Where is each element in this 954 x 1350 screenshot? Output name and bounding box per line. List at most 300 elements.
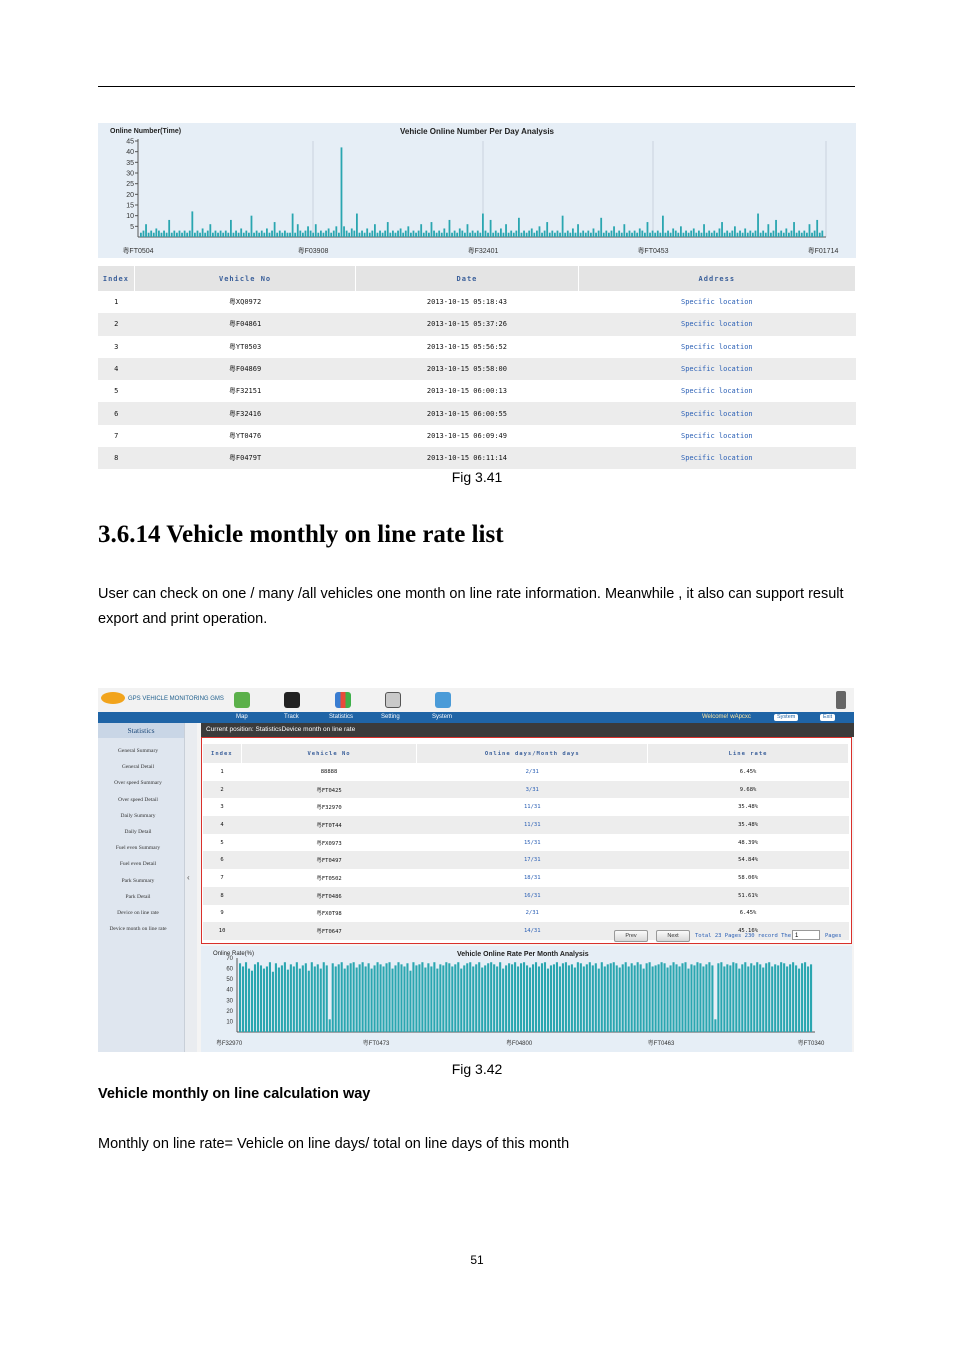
bar [472,231,474,237]
x-tick-label: 粤F04800 [505,1041,533,1047]
bar [623,224,625,237]
table-row [98,313,856,335]
prev-button[interactable]: Prev [614,930,648,942]
bar [186,233,188,237]
bar [568,965,570,1032]
bar [454,231,456,237]
bar [320,231,322,237]
bar [197,231,199,237]
app-logo-text: GPS VEHICLE MONITORING GMS [128,696,224,702]
bar [472,966,474,1032]
table-cell: 粤YT0503 [228,342,262,351]
sidebar-splitter[interactable] [184,723,197,1052]
bar [371,969,373,1032]
y-tick-label: 20 [126,191,134,199]
table-cell: 粤FT0T44 [241,816,417,834]
table-cell: 粤FT0647 [241,922,417,940]
table-cell: 粤XQ0972 [228,298,262,307]
table-row [203,905,849,923]
bar [611,231,613,237]
bar [786,966,788,1032]
bar [415,233,417,237]
table-cell: 6.45% [739,910,757,917]
bar [427,963,429,1032]
bar [168,220,170,237]
bar [366,228,368,237]
table-cell: 粤F32416 [134,402,355,424]
bar [397,962,399,1032]
bar [332,963,334,1032]
bar [510,231,512,237]
table-cell: 9 [220,910,224,917]
bar [217,233,219,237]
bar [287,970,289,1032]
bar [296,962,298,1032]
online-days-link[interactable]: 11/31 [417,816,648,834]
bar [616,233,618,237]
table-cell: 7 [114,431,119,440]
table-cell: 35.48% [738,804,758,811]
bar [289,233,291,237]
bar [460,969,462,1032]
bar [474,233,476,237]
sidebar-item[interactable]: General Detail [121,764,155,771]
bar [559,966,561,1032]
y-tick-label: 50 [226,977,233,984]
bar [819,233,821,237]
specific-location-link[interactable]: Specific location [578,402,855,424]
bar [391,969,393,1032]
bar [233,233,235,237]
bar [496,966,498,1032]
bar [526,233,528,237]
bar [708,962,710,1032]
bar [269,233,271,237]
sidebar-item[interactable]: Daily Summary [120,812,156,819]
x-tick-label: 粤F32970 [215,1041,243,1047]
bar [505,224,507,237]
statistics-icon[interactable] [335,692,351,708]
bar [269,962,271,1032]
bar [631,233,633,237]
bar [377,233,379,237]
section-paragraph: User can check on one / many /all vehicles one month on line rate information. Meanwhile , it also can support result export and print operation. [98,586,844,627]
chart-ylabel: Online Rate(%) [213,951,255,957]
bar [409,971,411,1032]
bar [436,233,438,237]
sidebar-item[interactable]: General Summary [117,748,159,754]
bar [163,231,165,237]
bar [287,233,289,237]
bar [753,965,755,1032]
bar [281,233,283,237]
bar [670,233,672,237]
nav-statistics[interactable]: Statistics [329,714,354,720]
specific-location-link[interactable]: Specific location [680,342,753,351]
specific-location-link[interactable]: Specific location [680,431,753,440]
bar [723,966,725,1032]
chart-title: Vehicle Online Number Per Day Analysis [400,127,554,136]
x-tick-label: 粤F01714 [807,248,839,255]
bar [335,966,337,1032]
online-days-link[interactable]: 3/31 [417,781,648,799]
column-header[interactable]: Vehicle No [134,266,355,291]
bar [726,231,728,237]
bar [207,231,209,237]
bar [410,233,412,237]
page-number: 51 [470,1253,484,1267]
bar [487,963,489,1032]
bar [326,965,328,1032]
y-tick-label: 20 [226,1008,233,1015]
bar [785,228,787,237]
bar [526,965,528,1032]
bar [724,233,726,237]
bar [400,228,402,237]
system-button[interactable]: System [774,714,798,721]
bar [384,231,386,237]
bar [449,220,451,237]
table-cell: 10 [203,922,241,940]
bar [292,214,294,237]
exit-button[interactable]: Exit [820,714,835,721]
sidebar-item[interactable]: Park Summary [121,877,155,884]
bar [587,231,589,237]
bar [744,228,746,237]
bar [305,963,307,1032]
bar [308,971,310,1032]
bar [194,233,196,237]
bar [294,233,296,237]
bar [770,233,772,237]
online-days-link[interactable]: 16/31 [417,887,648,905]
bar [639,228,641,237]
bar [731,231,733,237]
bar [263,233,265,237]
bar [320,969,322,1032]
column-header[interactable]: Line rate [648,744,849,763]
collapse-arrow-icon[interactable]: ‹ [187,873,190,882]
bar [757,214,759,237]
bar [729,965,731,1032]
table-cell: 粤FT0497 [241,851,417,869]
table-cell: 8 [203,887,241,905]
bar [703,224,705,237]
welcome-text: Welcome! wApcxc [702,714,751,720]
specific-location-link[interactable]: Specific location [578,358,855,380]
nav-track[interactable]: Track [284,714,299,720]
bar [521,233,523,237]
bar [230,220,232,237]
bar [407,226,409,237]
bar [284,231,286,237]
table-cell: 45.16% [648,922,849,940]
bar [535,962,537,1032]
table-cell: 54.84% [648,851,849,869]
bar [482,214,484,237]
bar [572,228,574,237]
next-button[interactable]: Next [656,930,690,942]
bar [293,966,295,1032]
map-icon[interactable] [234,692,250,708]
bar [439,964,441,1032]
table-cell: 粤YT0476 [228,431,262,440]
bar [665,233,667,237]
bar [557,231,559,237]
table-cell: 2013-10-15 06:00:13 [426,387,507,396]
bar [747,233,749,237]
table-cell: 3 [114,342,119,351]
bar [402,233,404,237]
bar [148,233,150,237]
bar [428,233,430,237]
bar [415,965,417,1032]
bar [484,965,486,1032]
bar [317,233,319,237]
bar [499,962,501,1032]
bar [655,965,657,1032]
bar [290,964,292,1032]
y-tick-label: 10 [126,213,134,221]
bar [806,233,808,237]
track-icon[interactable] [284,692,300,708]
online-number-chart-svg [98,123,856,258]
y-tick-label: 60 [226,966,233,973]
bar [281,965,283,1032]
bar [406,963,408,1032]
system-icon[interactable] [435,692,451,708]
bar [479,233,481,237]
sidebar-item[interactable]: Park Detail [125,893,151,900]
specific-location-link[interactable]: Specific location [578,447,855,469]
sidebar-item[interactable]: Fuel even Summary [115,845,161,852]
bar [729,233,731,237]
bar [140,233,142,237]
bar [546,222,548,237]
sidebar-item[interactable]: Fuel even Detail [119,861,157,868]
bar [775,220,777,237]
table-row [203,887,849,905]
bar [383,966,385,1032]
bar [658,964,660,1032]
bar [562,963,564,1032]
bar [261,231,263,237]
online-days-link[interactable]: 2/31 [525,910,539,917]
bar [359,964,361,1032]
table-cell: 9.68% [648,781,849,799]
bar [382,233,384,237]
bar [705,964,707,1032]
sidebar-item[interactable]: Daily Detail [124,829,152,835]
bar [762,231,764,237]
bar [667,231,669,237]
nav-map[interactable]: Map [236,714,248,720]
bar [451,966,453,1032]
column-header[interactable]: Online days/Month days [417,744,648,763]
bar [777,965,779,1032]
bar [670,965,672,1032]
bar [616,965,618,1032]
bar [475,964,477,1032]
bar [412,962,414,1032]
bar [518,218,520,237]
bar [341,962,343,1032]
calc-title: Vehicle monthly on line calculation way [98,1086,371,1102]
bar [145,224,147,237]
table-cell: 4 [203,816,241,834]
bar [661,962,663,1032]
bar [640,964,642,1032]
specific-location-link[interactable]: Specific location [578,313,855,335]
table-row [203,869,849,887]
online-days-link[interactable]: 2/31 [525,768,539,775]
bar [403,966,405,1032]
specific-location-link[interactable]: Specific location [680,387,753,396]
y-tick-label: 40 [126,149,134,157]
bar [595,233,597,237]
column-header[interactable]: Address [578,266,855,291]
y-tick-label: 35 [126,159,134,167]
table-row [98,380,856,402]
bar [565,962,567,1032]
bar [804,962,806,1032]
bar [202,228,204,237]
bar [150,231,152,237]
bar [788,233,790,237]
table-cell: 2013-10-15 06:00:55 [356,402,578,424]
table-cell: 2013-10-15 06:09:49 [426,431,507,440]
bar [738,969,740,1032]
sidebar [98,723,184,1052]
bar [279,231,281,237]
bar [600,218,602,237]
bar [652,966,654,1032]
column-header[interactable]: Date [356,266,578,291]
bar [796,233,798,237]
bar [605,231,607,237]
bar [571,964,573,1032]
bar [539,226,541,237]
bar [809,224,811,237]
online-days-link[interactable]: 17/31 [417,851,648,869]
bar [243,233,245,237]
bar [314,966,316,1032]
y-tick-label: 30 [226,998,233,1005]
y-tick-label: 10 [226,1019,233,1026]
column-header[interactable]: Index [203,744,241,763]
bar [795,965,797,1032]
bar [610,963,612,1032]
bar [657,231,659,237]
bar [204,233,206,237]
bar [364,233,366,237]
bar [511,964,513,1032]
bar [388,962,390,1032]
bar [495,231,497,237]
bar [659,233,661,237]
bar [481,968,483,1032]
bar [532,964,534,1032]
bar [347,965,349,1032]
bar [652,231,654,237]
sidebar-item[interactable]: Device month on line rate [109,926,167,933]
bar [567,231,569,237]
bar [667,968,669,1032]
table-row [203,834,849,852]
bar [253,233,255,237]
bar [613,962,615,1032]
bar [538,966,540,1032]
page-input[interactable]: 1 [792,930,820,940]
sidebar-item[interactable]: Device on line rate [117,910,159,916]
bar [607,964,609,1032]
bar [258,233,260,237]
column-header[interactable]: Vehicle No [241,744,417,763]
bar [592,965,594,1032]
bar [708,231,710,237]
bar [442,965,444,1032]
bar [821,231,823,237]
bar [299,231,301,237]
bar [564,233,566,237]
bar [503,233,505,237]
bar [276,233,278,237]
bar [778,233,780,237]
setting-icon[interactable] [385,692,401,708]
bar [368,963,370,1032]
online-days-link[interactable]: 11/31 [523,804,541,811]
table-row [203,781,849,799]
nav-setting[interactable]: Setting [381,714,400,720]
bar [176,233,178,237]
bar [780,962,782,1032]
table-cell: 粤F32151 [228,387,262,396]
bar [212,233,214,237]
bar [554,233,556,237]
bar [274,222,276,237]
bar [438,231,440,237]
online-days-link[interactable]: 14/31 [417,922,648,940]
bar [239,963,241,1032]
bar [732,962,734,1032]
bar [266,228,268,237]
bar [801,233,803,237]
bar [726,964,728,1032]
bar [742,233,744,237]
bar [420,224,422,237]
bar [242,966,244,1032]
bar [629,231,631,237]
bar [478,962,480,1032]
bar [798,969,800,1032]
sidebar-item[interactable]: Over speed Detail [118,796,158,803]
nav-system[interactable]: System [432,714,453,720]
section-heading: 3.6.14 Vehicle monthly on line rate list [98,521,504,548]
sidebar-item[interactable]: Over speed Summary [114,780,162,787]
bar [634,231,636,237]
column-header[interactable]: Index [98,266,134,291]
bar [750,963,752,1032]
fig41-caption: Fig 3.41 [451,469,503,485]
bar [531,228,533,237]
bar [271,231,273,237]
bar [405,231,407,237]
bar [765,963,767,1032]
specific-location-link[interactable]: Specific location [680,298,753,307]
online-days-link[interactable]: 18/31 [523,874,541,881]
table-cell: 粤FT0486 [241,887,417,905]
online-days-link[interactable]: 15/31 [523,839,541,846]
